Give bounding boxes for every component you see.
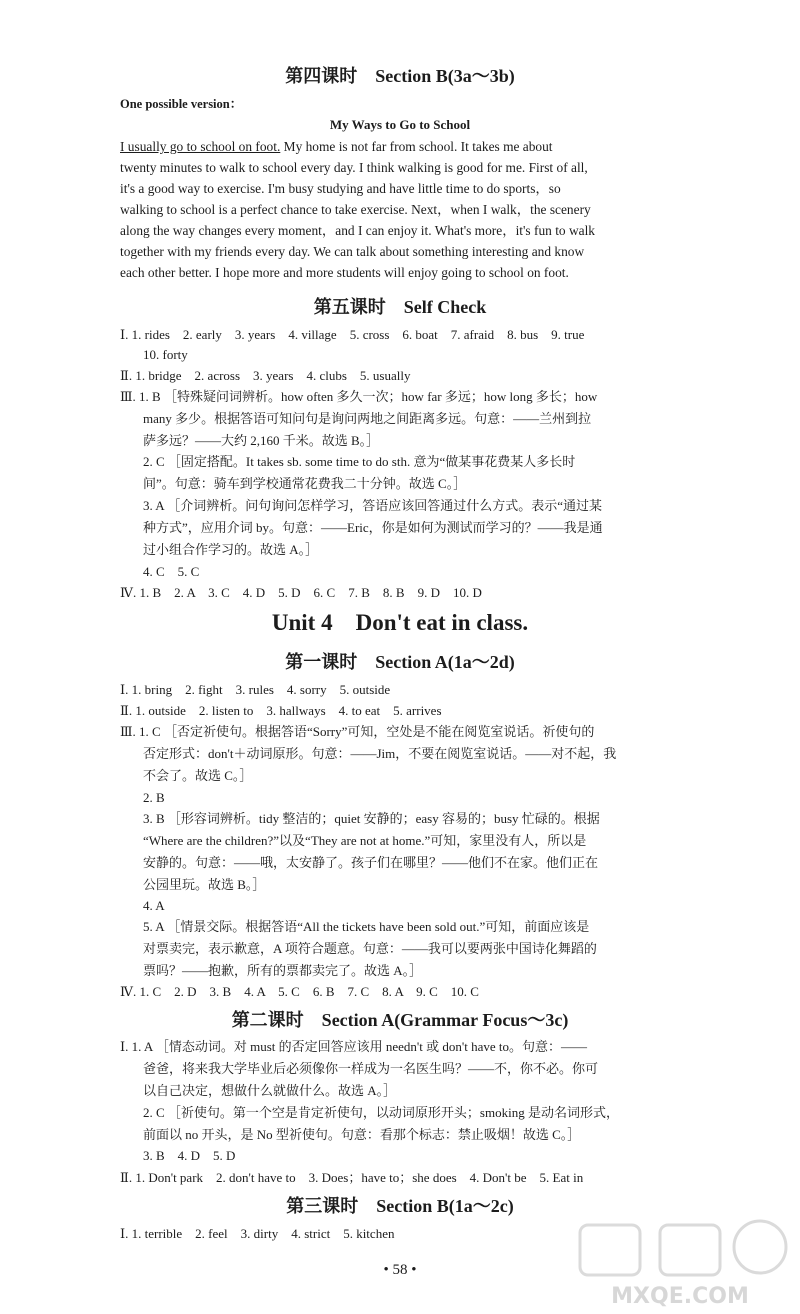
answer-line: 票吗？——抱歉，所有的票都卖完了。故选 A。］ [143,963,423,978]
answer-line: 前面以 no 开头，是 No 型祈使句。句意：看那个标志：禁止吸烟！故选 C。］ [143,1127,581,1142]
answer-line: 否定形式：don't＋动词原形。句意：——Jim，不要在阅览室说话。——对不起，我 [143,746,617,761]
answer-line: 以自己决定，想做什么就做什么。故选 A。］ [143,1083,397,1098]
answer-line: Ⅰ. 1. bring 2. fight 3. rules 4. sorry 5. outside [120,682,391,697]
answer-line: many 多少。根据答语可知问句是询问两地之间距离多远。句意：——兰州到拉 [143,411,592,426]
u4-lesson1-title: 第一课时 Section A(1a～2d) [285,652,515,672]
page-number: • 58 • [383,1262,417,1278]
essay-first-sentence: I usually go to school on foot. [120,139,281,154]
answer-line: 公园里玩。故选 B。］ [143,877,266,892]
answer-line: Ⅲ. 1. B ［特殊疑问词辨析。how often 多久一次；how far 多远；how long 多长；how [120,389,598,404]
answer-line: 过小组合作学习的。故选 A。］ [143,542,319,557]
u4-lesson3-title: 第三课时 Section B(1a～2c) [286,1196,514,1216]
answer-line: Ⅲ. 1. C ［否定祈使句。根据答语“Sorry”可知，空处是不能在阅览室说话。祈使句的 [120,724,595,739]
answer-line: 5. A ［情景交际。根据答语“All the tickets have been sold out.”可知，前面应该是 [143,919,590,934]
answer-line: Ⅱ. 1. outside 2. listen to 3. hallways 4. to eat 5. arrives [120,703,442,718]
watermark-graphic [560,1215,800,1310]
answer-line: 种方式”，应用介词 by。句意：——Eric，你是如何为测试而学习的？——我是通 [143,520,603,535]
answer-line: “Where are the children?”以及“They are not at home.”可知，家里没有人，所以是 [143,833,587,848]
answer-line: 10. forty [143,347,188,362]
answer-line: 对票卖完，表示歉意，A 项符合题意。句意：——我可以要两张中国诗化舞蹈的 [143,941,597,956]
answer-line: 4. C 5. C [143,564,200,579]
answer-line: 2. C ［祈使句。第一个空是肯定祈使句，以动词原形开头；smoking 是动名词形式， [143,1105,619,1120]
answer-line: 3. B 4. D 5. D [143,1148,236,1163]
watermark-logo [560,1215,800,1310]
svg-text:MXQE.COM: MXQE.COM [611,1284,749,1309]
answer-line: Ⅱ. 1. Don't park 2. don't have to 3. Does；have to；she does 4. Don't be 5. Eat in [120,1170,584,1185]
u4-lesson2-title: 第二课时 Section A(Grammar Focus～3c) [231,1010,569,1030]
lesson5-title: 第五课时 Self Check [313,297,487,317]
answer-line: 3. B ［形容词辨析。tidy 整洁的；quiet 安静的；easy 容易的；busy 忙碌的。根据 [143,811,600,826]
answer-line: 安静的。句意：——哦，太安静了。孩子们在哪里？——他们不在家。他们正在 [143,855,599,870]
answer-line: Ⅰ. 1. A ［情态动词。对 must 的否定回答应该用 needn't 或 don't have to。句意：—— [120,1039,587,1054]
answer-line: 3. A ［介词辨析。问句询问怎样学习，答语应该回答通过什么方式。表示“通过某 [143,498,602,513]
answer-line: Ⅳ. 1. B 2. A 3. C 4. D 5. D 6. C 7. B 8. B 9. D 10. D [120,585,482,600]
answer-line: 2. C ［固定搭配。It takes sb. some time to do sth. 意为“做某事花费某人多长时 [143,454,576,469]
lesson4-title: 第四课时 Section B(3a～3b) [285,66,515,86]
answer-line: 萨多远？——大约 2,160 千米。故选 B。］ [143,433,380,448]
essay-label: One possible version： [120,97,243,111]
answer-line: 4. A [143,898,165,913]
answer-line: 间”。句意：骑车到学校通常花费我二十分钟。故选 C。］ [143,476,467,491]
answer-line: Ⅳ. 1. C 2. D 3. B 4. A 5. C 6. B 7. C 8. A 9. C 10. C [120,984,479,999]
answer-line: Ⅰ. 1. rides 2. early 3. years 4. village 5. cross 6. boat 7. afraid 8. bus 9. true [120,327,585,342]
answer-line: Ⅰ. 1. terrible 2. feel 3. dirty 4. strict 5. kitchen [120,1226,395,1241]
answer-line: 2. B [143,790,165,805]
answer-line: Ⅱ. 1. bridge 2. across 3. years 4. clubs 5. usually [120,368,411,383]
essay-title: My Ways to Go to School [329,117,471,132]
answer-line: 不会了。故选 C。］ [143,768,253,783]
unit4-title: Unit 4 Don't eat in class. [271,610,529,635]
essay-body: I usually go to school on foot. My home is not far from school. It takes me about twenty minutes to walk to school every day. I think walking is good for me. First of all, it's a good way to exercise. I'm busy studying and have little time to do sports，so walking to school is a perfect chance to take exercise. Next，when I walk，the scenery along the way changes every moment，and I can enjoy it. What's more，it's fun to walk together with my friends every day. We can talk about something interesting and know each other better. I hope more and more students will enjoy going to school on foot. [120,139,595,280]
answer-line: 爸爸，将来我大学毕业后必须像你一样成为一名医生吗？——不，你不必。你可 [143,1061,599,1076]
